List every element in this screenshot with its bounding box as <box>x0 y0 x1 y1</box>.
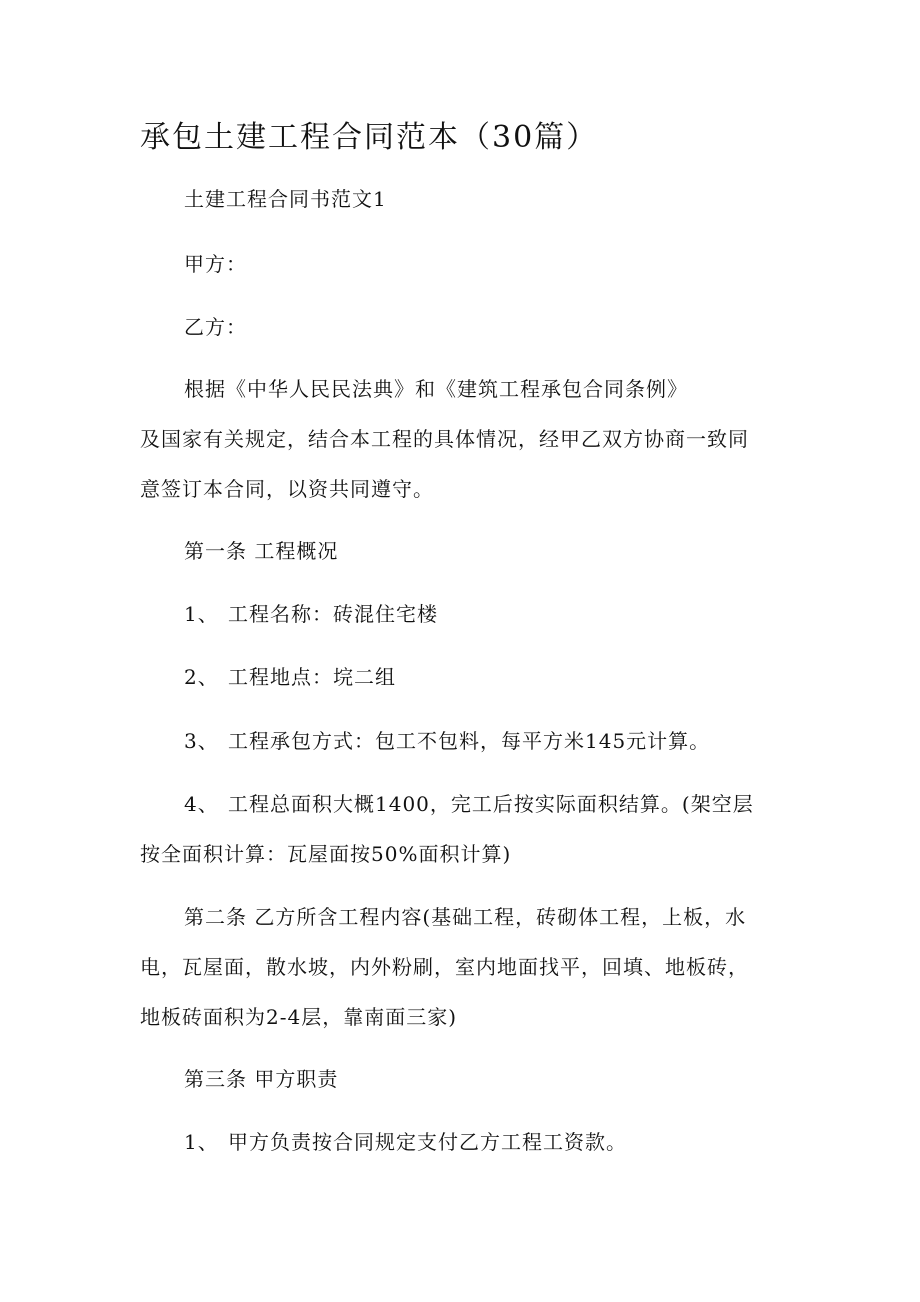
item-number: 1、 <box>184 1130 219 1154</box>
preamble-line: 根据《中华人民民法典》和《建筑工程承包合同条例》 <box>184 377 688 401</box>
item-text: 工程地点：垸二组 <box>228 665 396 689</box>
list-item <box>184 791 754 818</box>
article3-heading: 第三条 甲方职责 <box>184 1067 339 1091</box>
item-continuation: 按全面积计算：瓦屋面按50%面积计算) <box>140 842 512 866</box>
document-title: 承包土建工程合同范本（30篇） <box>140 120 599 155</box>
list-item <box>184 601 438 628</box>
item-text: 工程名称：砖混住宅楼 <box>228 602 438 626</box>
article2-line: 电，瓦屋面，散水坡，内外粉刷，室内地面找平，回填、地板砖， <box>140 955 749 979</box>
item-text: 甲方负责按合同规定支付乙方工程工资款。 <box>228 1130 627 1154</box>
list-item <box>184 728 710 755</box>
preamble-line: 及国家有关规定，结合本工程的具体情况，经甲乙双方协商一致同 <box>140 427 749 451</box>
item-number: 1、 <box>184 602 219 626</box>
list-item <box>184 1129 627 1156</box>
item-text: 工程总面积大概1400，完工后按实际面积结算。(架空层 <box>228 792 754 816</box>
item-number: 3、 <box>184 729 219 753</box>
party-b-label: 乙方： <box>184 315 247 339</box>
party-a-label: 甲方： <box>184 252 247 276</box>
article2-line: 地板砖面积为2-4层，靠南面三家) <box>140 1005 458 1029</box>
item-text: 工程承包方式：包工不包料，每平方米145元计算。 <box>228 729 711 753</box>
subtitle: 土建工程合同书范文1 <box>184 187 387 211</box>
article2-line: 第二条 乙方所含工程内容(基础工程，砖砌体工程，上板，水 <box>184 905 747 929</box>
item-number: 2、 <box>184 665 219 689</box>
item-number: 4、 <box>184 792 219 816</box>
list-item <box>184 664 396 691</box>
article1-heading: 第一条 工程概况 <box>184 539 339 563</box>
preamble-line: 意签订本合同，以资共同遵守。 <box>140 477 434 501</box>
